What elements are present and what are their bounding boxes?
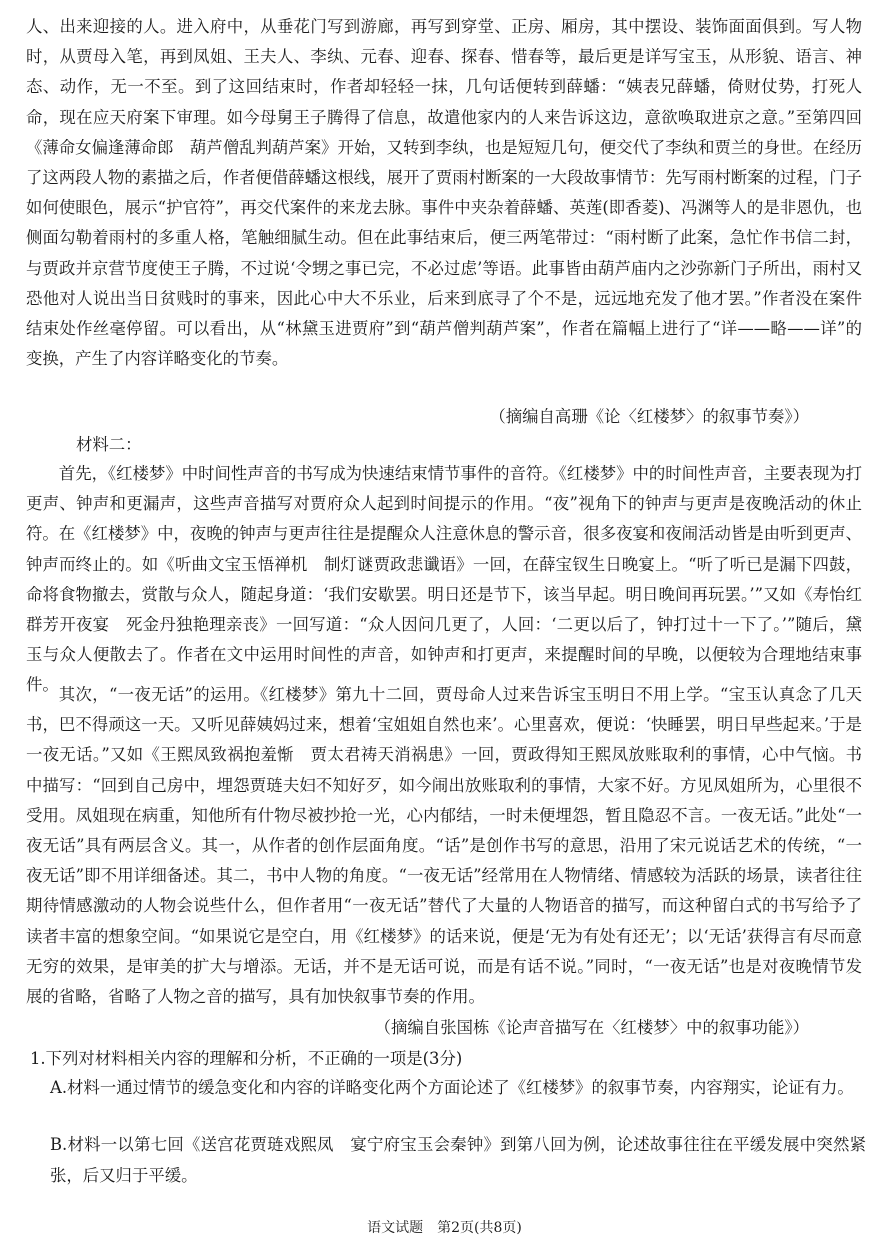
material-two-source: （摘编自张国栋《论声音描写在〈红楼梦〉中的叙事功能》） [374, 1018, 809, 1037]
page-footer: 语文试题 第2页(共8页) [367, 1220, 522, 1236]
question-1-stem: 1.下列对材料相关内容的理解和分析，不正确的一项是(3分) [30, 1049, 463, 1068]
material-one-source: （摘编自高珊《论〈红楼梦〉的叙事节奏》） [489, 407, 809, 426]
material-two-paragraph-1: 首先，《红楼梦》中时间性声音的书写成为快速结束情节事件的音符。《红楼梦》中的时间性声音，主要表现为打更声、钟声和更漏声，这些声音描写对贾府众人起到时间提示的作用。“夜”视角下的钟声与更声是夜晚活动的休止符。在《红楼梦》中，夜晚的钟声与更声往往是提醒众人注意休息的警示音，很多夜宴和夜闹活动皆是由听到更声、钟声而终止的。如《听曲文宝玉悟禅机 制灯谜贾政悲谶语》一回，在薛宝钗生日晚宴上。“听了听已是漏下四鼓，命将食物撤去，赏散与众人，随起身道：‘我们安歇罢。明日还是节下，该当早起。明日晚间再玩罢。’”又如《寿怡红群芳开夜宴 死金丹独艳理亲丧》一回写道：“众人因问几更了，人回：‘二更以后了，钟打过十一下了。’”随后，黛玉与众人便散去了。作者在文中运用时间性的声音，如钟声和打更声，来提醒时间的早晚，以便较为合理地结束事件。 [26, 464, 862, 695]
question-1-option-b: B.材料一以第七回《送宫花贾琏戏熙凤 宴宁府宝玉会秦钟》到第八回为例，论述故事往往在平缓发展中突然紧张，后又归于平缓。 [50, 1135, 866, 1185]
material-two-paragraph-2: 其次，“一夜无话”的运用。《红楼梦》第九十二回，贾母命人过来告诉宝玉明日不用上学。“宝玉认真念了几天书，巴不得顽这一天。又听见薛姨妈过来，想着‘宝姐姐自然也来’。心里喜欢，便说：‘快睡罢，明日早些起来。’于是一夜无话。”又如《王熙凤致祸抱羞惭 贾太君祷天消祸患》一回，贾政得知王熙凤放账取利的事情，心中气恼。书中描写：“回到自己房中，埋怨贾琏夫妇不知好歹，如今闹出放账取利的事情，大家不好。方见凤姐所为，心里很不受用。凤姐现在病重，知他所有什物尽被抄抢一光，心内郁结，一时未便埋怨，暂且隐忍不言。一夜无话。”此处“一夜无话”具有两层含义。其一，从作者的创作层面角度。“话”是创作书写的意思，沿用了宋元说话艺术的传统，“一夜无话”即不用详细备述。其二，书中人物的角度。“一夜无话”经常用在人物情绪、情感较为活跃的场景，读者往往期待情感激动的人物会说些什么，但作者用“一夜无话”替代了大量的人物语音的描写，而这种留白式的书写给予了读者丰富的想象空间。“如果说它是空白，用《红楼梦》的话来说，便是‘无为有处有还无’；以‘无话’获得言有尽而意无穷的效果，是审美的扩大与增添。无话，并不是无话可说，而是有话不说。”同时，“一夜无话”也是对夜晚情节发展的省略，省略了人物之音的描写，具有加快叙事节奏的作用。 [26, 685, 862, 1007]
question-1-option-a: A.材料一通过情节的缓急变化和内容的详略变化两个方面论述了《红楼梦》的叙事节奏，内容翔实，论证有力。 [50, 1078, 854, 1097]
material-one-paragraph: 人、出来迎接的人。进入府中，从垂花门写到游廊，再写到穿堂、正房、厢房，其中摆设、装饰面面俱到。写人物时，从贾母入笔，再到凤姐、王夫人、李纨、元春、迎春、探春、惜春等，最后更是详写宝玉，从形貌、语言、神态、动作，无一不至。到了这回结束时，作者却轻轻一抹，几句话便转到薛蟠：“姨表兄薛蟠，倚财仗势，打死人命，现在应天府案下审理。如今母舅王子腾得了信息，故遣他家内的人来告诉这边，意欲唤取进京之意。”至第四回《薄命女偏逢薄命郎 葫芦僧乱判葫芦案》开始，又转到李纨，也是短短几句，便交代了李纨和贾兰的身世。在经历了这两段人物的素描之后，作者便借薛蟠这根线，展开了贾雨村断案的一大段故事情节：先写雨村断案的过程，门子如何使眼色，展示“护官符”，再交代案件的来龙去脉。事件中夹杂着薛蟠、英莲(即香菱)、冯渊等人的是非恩仇，也侧面勾勒着雨村的多重人格，笔触细腻生动。但在此事结束后，便三两笔带过：“雨村断了此案，急忙作书信二封，与贾政并京营节度使王子腾，不过说‘令甥之事已完，不必过虑’等语。此事皆由葫芦庙内之沙弥新门子所出，雨村又恐他对人说出当日贫贱时的事来，因此心中大不乐业，后来到底寻了个不是，远远地充发了他才罢。”作者没在案件结束处作丝毫停留。可以看出，从“林黛玉进贾府”到“葫芦僧判葫芦案”，作者在篇幅上进行了“详——略——详”的变换，产生了内容详略变化的节奏。 [26, 17, 862, 369]
material-two-label: 材料二： [76, 435, 142, 454]
